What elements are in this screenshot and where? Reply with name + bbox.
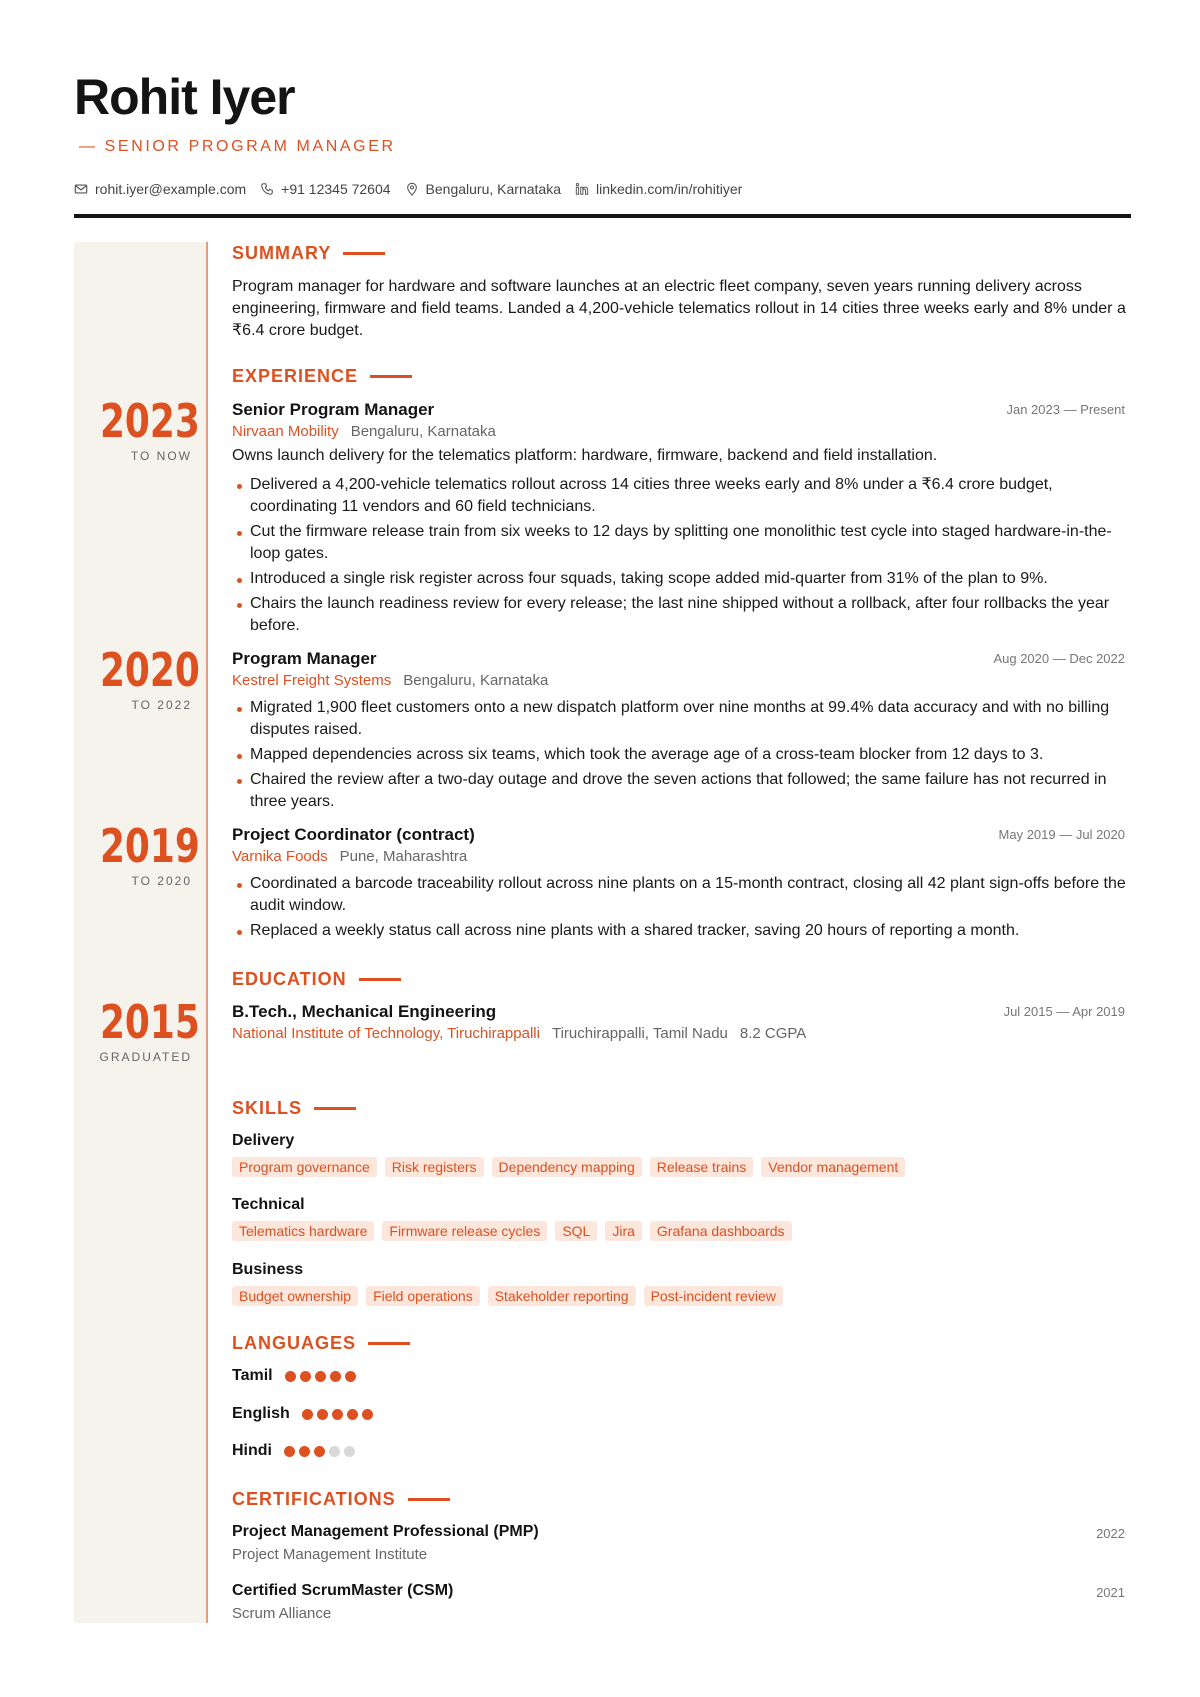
- job-location: Pune, Maharashtra: [339, 848, 468, 865]
- contact-phone[interactable]: [260, 181, 390, 197]
- section-heading-education: EDUCATION: [232, 969, 401, 990]
- proficiency-dot-empty: [344, 1446, 355, 1457]
- language-name: English: [232, 1405, 290, 1422]
- company-name: Nirvaan Mobility: [232, 423, 339, 440]
- cert-year: 2022: [1096, 1526, 1125, 1541]
- timeline-line: [206, 242, 208, 1623]
- job-org-line: [232, 848, 467, 865]
- timeline-year-sub: TO 2020: [131, 874, 192, 888]
- skill-tag: Budget ownership: [232, 1286, 358, 1306]
- cert-title: Certified ScrumMaster (CSM): [232, 1582, 454, 1599]
- proficiency-dot-filled: [285, 1371, 296, 1382]
- location-pin-icon: [405, 182, 419, 196]
- proficiency-dot-filled: [317, 1409, 328, 1420]
- proficiency-dot-filled: [362, 1409, 373, 1420]
- job-bullets: [232, 873, 1132, 945]
- section-heading-summary: SUMMARY: [232, 243, 385, 264]
- contact-bar: [74, 181, 742, 197]
- skill-tag: Jira: [605, 1221, 642, 1241]
- skill-tag: Dependency mapping: [492, 1157, 642, 1177]
- proficiency-dots: [302, 1409, 373, 1420]
- company-name: Varnika Foods: [232, 848, 328, 865]
- degree-title: B.Tech., Mechanical Engineering: [232, 1002, 497, 1021]
- language-row: [232, 1367, 356, 1385]
- proficiency-dot-filled: [347, 1409, 358, 1420]
- timeline-year-sub: TO 2022: [131, 698, 192, 712]
- bullet-item: Coordinated a barcode traceability rollout across nine plants on a 15-month contract, closing all 42 plant sign-offs before the audit window.: [232, 873, 1132, 917]
- company-name: Kestrel Freight Systems: [232, 672, 392, 689]
- job-location: Bengaluru, Karnataka: [350, 423, 496, 440]
- bullet-item: Introduced a single risk register across four squads, taking scope added mid-quarter from 31% of the plan to 9%.: [232, 568, 1132, 590]
- candidate-name: Rohit Iyer: [74, 69, 295, 125]
- proficiency-dot-filled: [314, 1446, 325, 1457]
- school-location: Tiruchirappalli, Tamil Nadu: [551, 1025, 728, 1042]
- job-dates: Aug 2020 — Dec 2022: [993, 651, 1125, 666]
- cert-year: 2021: [1096, 1585, 1125, 1600]
- proficiency-dot-filled: [345, 1371, 356, 1382]
- bullet-item: Cut the firmware release train from six weeks to 12 days by splitting one monolithic test cycle into staged hardware-in-the-loop gates.: [232, 521, 1132, 565]
- section-heading-languages: LANGUAGES: [232, 1333, 410, 1354]
- language-name: Hindi: [232, 1442, 272, 1459]
- language-name: Tamil: [232, 1367, 273, 1384]
- section-heading-certifications: CERTIFICATIONS: [232, 1489, 450, 1510]
- skill-tag: Vendor management: [761, 1157, 905, 1177]
- skill-tags: [232, 1221, 792, 1241]
- skill-category: Business: [232, 1261, 304, 1278]
- section-heading-experience: EXPERIENCE: [232, 366, 412, 387]
- location-text: Bengaluru, Karnataka: [425, 181, 561, 197]
- bullet-item: Migrated 1,900 fleet customers onto a new dispatch platform over nine months at 99.4% data accuracy and with no billing disputes raised.: [232, 697, 1132, 741]
- job-org-line: [232, 672, 548, 689]
- proficiency-dot-filled: [315, 1371, 326, 1382]
- school-name: National Institute of Technology, Tiruchirappalli: [232, 1025, 540, 1042]
- job-org-line: [232, 423, 496, 440]
- proficiency-dot-filled: [299, 1446, 310, 1457]
- proficiency-dot-filled: [332, 1409, 343, 1420]
- linkedin-text: linkedin.com/in/rohitiyer: [595, 181, 743, 197]
- skill-tag: Risk registers: [385, 1157, 484, 1177]
- job-title: Program Manager: [232, 649, 377, 668]
- timeline-year: 2020: [99, 643, 200, 697]
- job-location: Bengaluru, Karnataka: [403, 672, 549, 689]
- language-row: [232, 1442, 355, 1460]
- education-org-line: [232, 1025, 806, 1042]
- job-dates: May 2019 — Jul 2020: [998, 827, 1125, 842]
- skill-tag: Release trains: [650, 1157, 754, 1177]
- phone-icon: [260, 182, 274, 196]
- job-title: Senior Program Manager: [232, 400, 435, 419]
- cert-org: Scrum Alliance: [232, 1605, 332, 1622]
- linkedin-icon: [575, 182, 589, 196]
- skill-tag: Stakeholder reporting: [488, 1286, 636, 1306]
- skill-category: Technical: [232, 1196, 305, 1213]
- timeline-year: 2019: [99, 819, 200, 873]
- mail-icon: [74, 182, 88, 196]
- language-row: [232, 1405, 373, 1423]
- bullet-item: Mapped dependencies across six teams, which took the average age of a cross-team blocker from 12 days to 3.: [232, 744, 1132, 766]
- proficiency-dots: [285, 1371, 356, 1382]
- summary-text: Program manager for hardware and software launches at an electric fleet company, seven years running delivery across engineering, firmware and field teams. Landed a 4,200-vehicle telematics rollout in 14 cities three weeks early and 8% under a ₹6.4 crore budget.: [232, 278, 1126, 339]
- proficiency-dot-empty: [329, 1446, 340, 1457]
- timeline-year: 2015: [99, 995, 200, 1049]
- proficiency-dot-filled: [330, 1371, 341, 1382]
- job-intro: Owns launch delivery for the telematics platform: hardware, firmware, backend and field installation.: [232, 447, 938, 464]
- grade: 8.2 CGPA: [739, 1025, 807, 1042]
- bullet-item: Replaced a weekly status call across nine plants with a shared tracker, saving 20 hours of reporting a month.: [232, 920, 1132, 942]
- cert-title: Project Management Professional (PMP): [232, 1523, 539, 1540]
- proficiency-dots: [284, 1446, 355, 1457]
- skill-tag: Firmware release cycles: [382, 1221, 547, 1241]
- skill-tags: [232, 1286, 783, 1306]
- timeline-year-sub: GRADUATED: [99, 1050, 192, 1064]
- section-heading-skills: SKILLS: [232, 1098, 356, 1119]
- bullet-item: Delivered a 4,200-vehicle telematics rollout across 14 cities three weeks early and 8% under a ₹6.4 crore budget, coordinating 11 vendors and 60 field technicians.: [232, 474, 1132, 518]
- skill-tags: [232, 1157, 905, 1177]
- skill-tag: Post-incident review: [644, 1286, 783, 1306]
- proficiency-dot-filled: [284, 1446, 295, 1457]
- skill-tag: SQL: [555, 1221, 597, 1241]
- timeline-year: 2023: [99, 394, 200, 448]
- phone-text: +91 12345 72604: [281, 181, 391, 197]
- skill-tag: Field operations: [366, 1286, 480, 1306]
- job-bullets: [232, 697, 1132, 816]
- email-text: rohit.iyer@example.com: [95, 181, 247, 197]
- contact-location: [405, 181, 561, 197]
- education-dates: Jul 2015 — Apr 2019: [1003, 1004, 1125, 1019]
- job-title: Project Coordinator (contract): [232, 825, 475, 844]
- header-divider: [74, 214, 1131, 218]
- proficiency-dot-filled: [300, 1371, 311, 1382]
- timeline-year-sub: TO NOW: [130, 449, 192, 463]
- skill-tag: Program governance: [232, 1157, 377, 1177]
- cert-org: Project Management Institute: [232, 1546, 428, 1563]
- proficiency-dot-filled: [302, 1409, 313, 1420]
- skill-tag: Grafana dashboards: [650, 1221, 792, 1241]
- skill-category: Delivery: [232, 1132, 295, 1149]
- bullet-item: Chairs the launch readiness review for every release; the last nine shipped without a rollback, after four rollbacks the year before.: [232, 593, 1132, 637]
- bullet-item: Chaired the review after a two-day outage and drove the seven actions that followed; the same failure has not recurred in three years.: [232, 769, 1132, 813]
- job-bullets: [232, 474, 1132, 640]
- job-dates: Jan 2023 — Present: [1006, 402, 1125, 417]
- job-title-heading: — SENIOR PROGRAM MANAGER: [79, 138, 396, 155]
- skill-tag: Telematics hardware: [232, 1221, 374, 1241]
- contact-email[interactable]: [74, 181, 246, 197]
- contact-linkedin[interactable]: [575, 181, 742, 197]
